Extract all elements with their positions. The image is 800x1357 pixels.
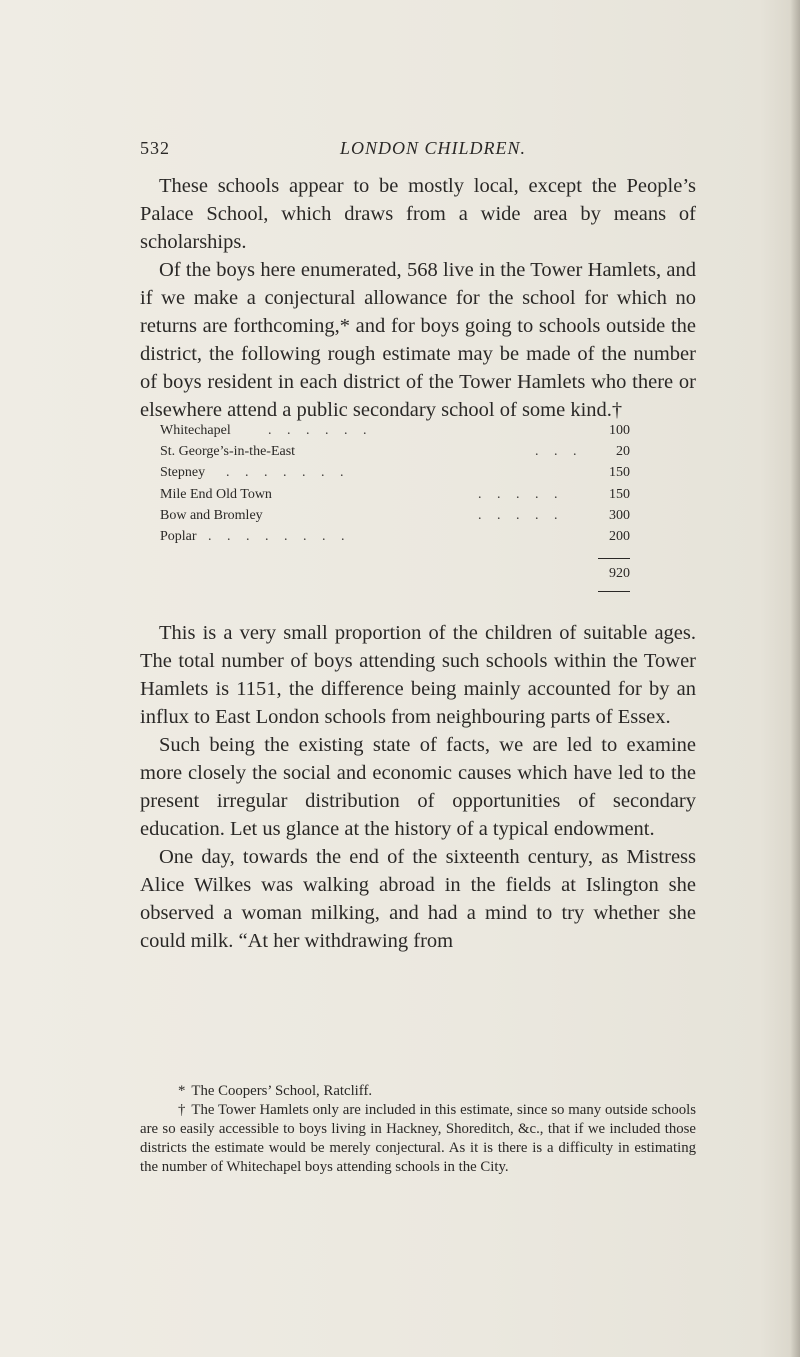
footnote-text: The Tower Hamlets only are included in this estimate, since so many outside schools are so easily accessible to boys living in Hackney, Shoreditch, &c., that if we included those districts the estimate would be merely conjectural. As it is there is a difficulty in estimating the number of Whitechapel boys attending schools in the City. bbox=[140, 1102, 696, 1175]
district-name: Bow and Bromley bbox=[160, 507, 263, 523]
leader-dots: . . . . . . bbox=[268, 423, 373, 438]
district-name: Poplar bbox=[160, 528, 197, 544]
table-row bbox=[160, 508, 630, 529]
footnote bbox=[140, 1101, 696, 1177]
sum-rule bbox=[598, 558, 630, 559]
leader-dots: . . . . . . . bbox=[226, 465, 350, 481]
district-value: 20 bbox=[616, 444, 630, 460]
district-value: 150 bbox=[609, 486, 630, 502]
paragraph: This is a very small proportion of the children of suitable ages. The total number of boys attending such schools within the Tower Hamlets is 1151, the difference being mainly accounted for by an influx to East London schools from neighbouring parts of Essex. bbox=[140, 622, 696, 728]
leader-dots: . . . . . bbox=[478, 486, 564, 502]
page-number: 532 bbox=[140, 138, 170, 158]
paragraph: These schools appear to be mostly local, except the People’s Palace School, which draws from a wide area by means of scholarships. bbox=[140, 175, 696, 253]
total-value: 920 bbox=[609, 566, 630, 581]
body-text-bottom bbox=[140, 619, 696, 955]
leader-dots: . . . . . bbox=[478, 507, 564, 523]
footnote bbox=[140, 1082, 696, 1101]
district-estimate-table bbox=[160, 423, 630, 581]
paragraph: One day, towards the end of the sixteenth century, as Mistress Alice Wilkes was walking abroad in the fields at Islington she observed a woman milking, and had a mind to try whether she could milk. “At her withdrawing from bbox=[140, 846, 696, 952]
table-row bbox=[160, 465, 630, 486]
page-header bbox=[140, 138, 700, 164]
district-value: 300 bbox=[609, 507, 630, 523]
district-value: 150 bbox=[609, 465, 630, 481]
paragraph: Such being the existing state of facts, we are led to examine more closely the social and economic causes which have led to the present irregular distribution of opportunities of secondary education. Let us glance at the history of a typical endowment. bbox=[140, 734, 696, 840]
district-name: St. George’s-in-the-East bbox=[160, 444, 296, 460]
district-name: Stepney bbox=[160, 465, 206, 481]
running-title: LONDON CHILDREN. bbox=[340, 138, 527, 158]
district-value: 200 bbox=[609, 528, 630, 544]
table-row bbox=[160, 423, 630, 444]
footnote-mark: * bbox=[178, 1083, 186, 1099]
total-rule bbox=[598, 591, 630, 592]
table-row bbox=[160, 487, 630, 508]
district-value: 100 bbox=[609, 423, 630, 438]
page-edge-shadow bbox=[790, 0, 800, 1357]
footnote-text: The Coopers’ School, Ratcliff. bbox=[191, 1083, 373, 1099]
leader-dots: . . . . . . . . bbox=[208, 528, 351, 544]
footnotes bbox=[140, 1082, 696, 1177]
district-name: Whitechapel bbox=[160, 423, 231, 438]
footnote-mark: † bbox=[178, 1102, 186, 1118]
leader-dots: . . . bbox=[535, 444, 583, 460]
district-name: Mile End Old Town bbox=[160, 486, 272, 502]
body-text-top bbox=[140, 172, 696, 424]
table-row bbox=[160, 444, 630, 465]
paragraph: Of the boys here enumerated, 568 live in the Tower Hamlets, and if we make a conjectural allowance for the school for which no returns are forthcoming,* and for boys going to schools outside the district, the following rough estimate may be made of the number of boys resident in each district of the Tower Hamlets who there or elsewhere attend a public secondary school of some kind.† bbox=[140, 259, 696, 421]
table-row bbox=[160, 529, 630, 550]
